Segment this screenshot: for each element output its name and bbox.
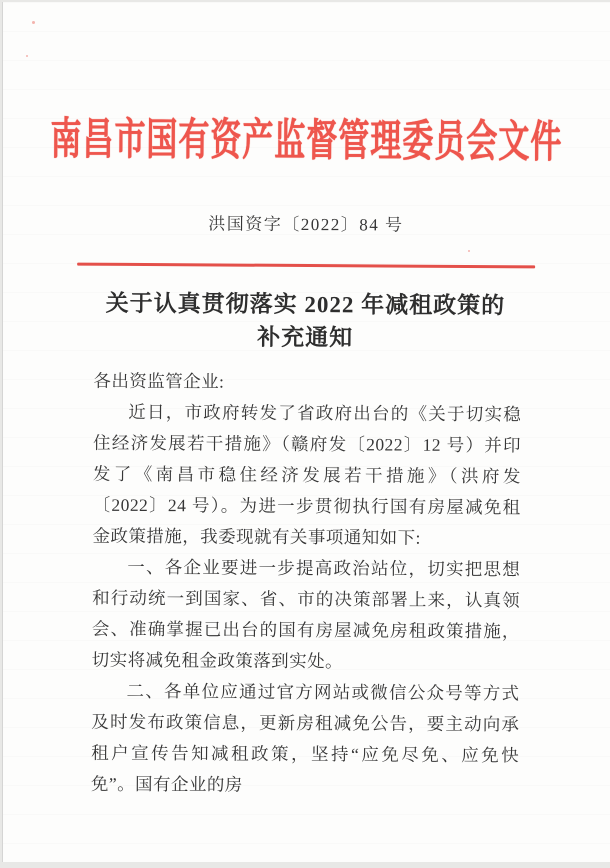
scan-speck bbox=[32, 21, 35, 24]
red-divider-rule bbox=[77, 263, 535, 269]
scan-speck bbox=[26, 55, 28, 57]
body-paragraph: 近日，市政府转发了省政府出台的《关于切实稳住经济发展若干措施》（赣府发〔2022〕12 号）并印发了《南昌市稳住经济发展若干措施》（洪府发〔2022〕24 号）。为进一步贯彻执行国有房屋减免租金政策措施，我委现就有关事项通知如下: bbox=[92, 401, 522, 548]
salutation: 各出资监管企业: bbox=[93, 370, 225, 392]
body-paragraphs bbox=[91, 397, 521, 803]
document-title-line2: 补充通知 bbox=[257, 324, 354, 351]
document-number: 洪国资字〔2022〕84 号 bbox=[208, 214, 404, 235]
body-paragraph: 二、各单位应通过官方网站或微信公众号等方式及时发布政策信息，更新房租减免公告，要主动向承租户宣传告知减租政策，坚持“应免尽免、应免快免”。国有企业的房 bbox=[90, 680, 520, 795]
document-page bbox=[3, 2, 610, 862]
letterhead-title: 南昌市国有资产监督管理委员会文件 bbox=[50, 113, 563, 167]
document-body bbox=[0, 365, 609, 803]
document-title bbox=[2, 286, 609, 356]
document-title-line1: 关于认真贯彻落实 2022 年减租政策的 bbox=[105, 290, 506, 319]
letterhead bbox=[3, 113, 610, 167]
body-paragraph: 一、各企业要进一步提高政治站位，切实把思想和行动统一到国家、省、市的决策部署上来，认真领会、准确掌握已出台的国有房屋减免房租政策措施，切实将减免租金政策落到实处。 bbox=[91, 556, 521, 672]
scan-tilt-wrapper bbox=[0, 113, 610, 803]
